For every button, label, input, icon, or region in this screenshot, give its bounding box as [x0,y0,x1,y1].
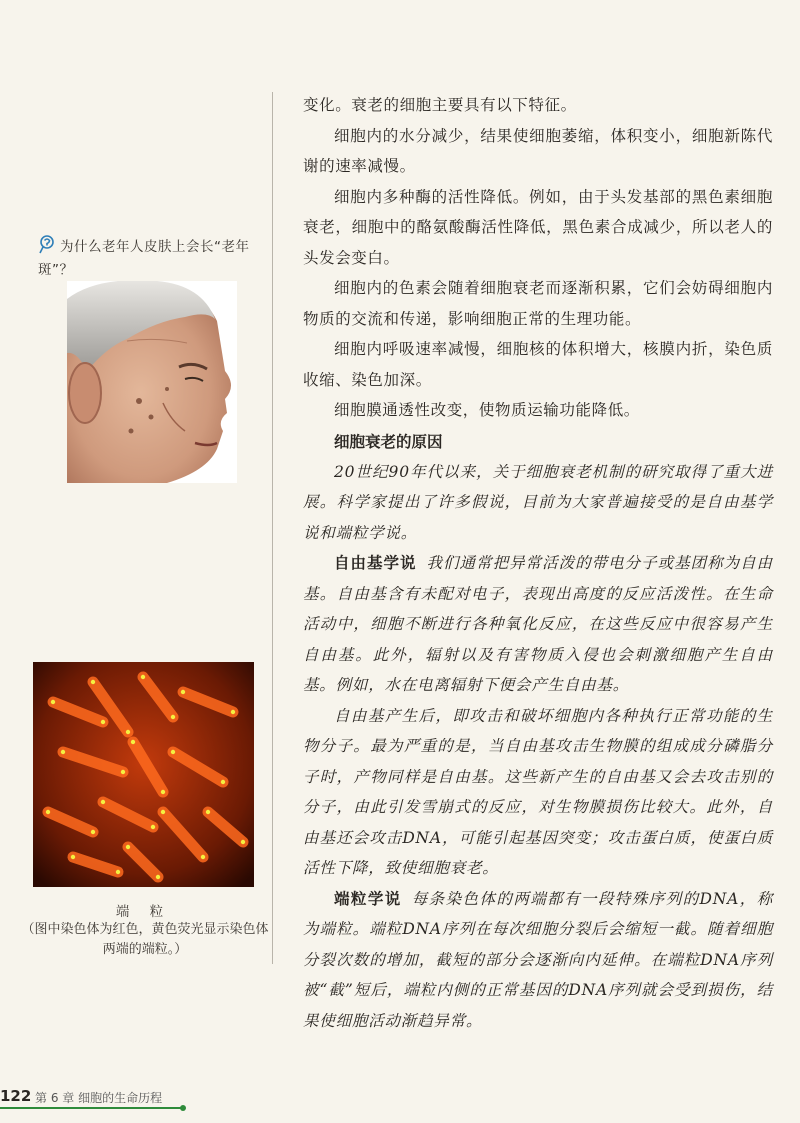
paragraph [303,884,773,1037]
telomere-fluorescence-photo [33,662,254,887]
reading-section [303,457,773,1037]
margin-question [38,235,270,282]
paragraph: 细胞内的色素会随着细胞衰老而逐渐积累，它们会妨碍细胞内物质的交流和传递，影响细胞正常的生理功能。 [303,279,773,328]
figure-caption-title: 端 粒 [115,904,172,920]
paragraph: 细胞内的水分减少，结果使细胞萎缩，体积变小，细胞新陈代谢的速率减慢。 [303,126,773,175]
paragraph-text: 我们通常把异常活泼的带电分子或基团称为自由基。自由基含有未配对电子，表现出高度的反应活泼性。在生命活动中，细胞不断进行各种氧化反应，在这些反应中很容易产生自由基。此外，辐射以及有害物质入侵也会刺激细胞产生自由基。例如，水在电离辐射下便会产生自由基。 [303,554,773,694]
paragraph: 自由基产生后，即攻击和破坏细胞内各种执行正常功能的生物分子。最为严重的是，当自由基攻击生物膜的组成成分磷脂分子时，产物同样是自由基。这些新产生的自由基又会去攻击别的分子，由此引发雪崩式的反应，对生物膜损伤比较大。此外，自由基还会攻击DNA，可能引起基因突变；攻击蛋白质，使蛋白质活性下降，致使细胞衰老。 [303,706,773,877]
paragraph: 细胞内多种酶的活性降低。例如，由于头发基部的黑色素细胞衰老，细胞中的酪氨酸酶活性降低，黑色素合成减少，所以老人的头发会变白。 [303,187,773,267]
main-text-column [303,90,773,1036]
question-mark-icon [38,235,56,255]
section-heading: 细胞衰老的原因 [334,432,443,451]
elderly-man-photo [67,281,237,483]
figure-caption-body: （图中染色体为红色，黄色荧光显示染色体两端的端粒。） [21,922,269,957]
paragraph: 细胞膜通透性改变，使物质运输功能降低。 [334,401,640,419]
page-footer [0,1083,800,1113]
footer-rule [0,1107,182,1109]
term-free-radical: 自由基学说 [334,554,417,572]
term-telomere: 端粒学说 [334,889,402,908]
paragraph-text: 每条染色体的两端都有一段特殊序列的DNA，称为端粒。端粒DNA序列在每次细胞分裂后会缩短一截。随着细胞分裂次数的增加，截短的部分会逐渐向内延伸。在端粒DNA序列被“截”短后，端粒内侧的正常基因的DNA序列就会受到损伤，结果使细胞活动渐趋异常。 [303,889,773,1030]
paragraph: 20世纪90年代以来，关于细胞衰老机制的研究取得了重大进展。科学家提出了许多假说，目前为大家普遍接受的是自由基学说和端粒学说。 [303,462,773,542]
column-divider [272,92,273,964]
margin-question-text: 为什么老年人皮肤上会长“老年斑”？ [38,239,250,278]
footer-dot [180,1105,186,1111]
chapter-title: 第 6 章 细胞的生命历程 [35,1091,163,1105]
paragraph: 细胞内呼吸速率减慢，细胞核的体积增大，核膜内折，染色质收缩、染色加深。 [303,340,773,389]
page-number: 122 [0,1087,32,1105]
paragraph: 变化。衰老的细胞主要具有以下特征。 [303,96,577,114]
paragraph [303,548,773,701]
